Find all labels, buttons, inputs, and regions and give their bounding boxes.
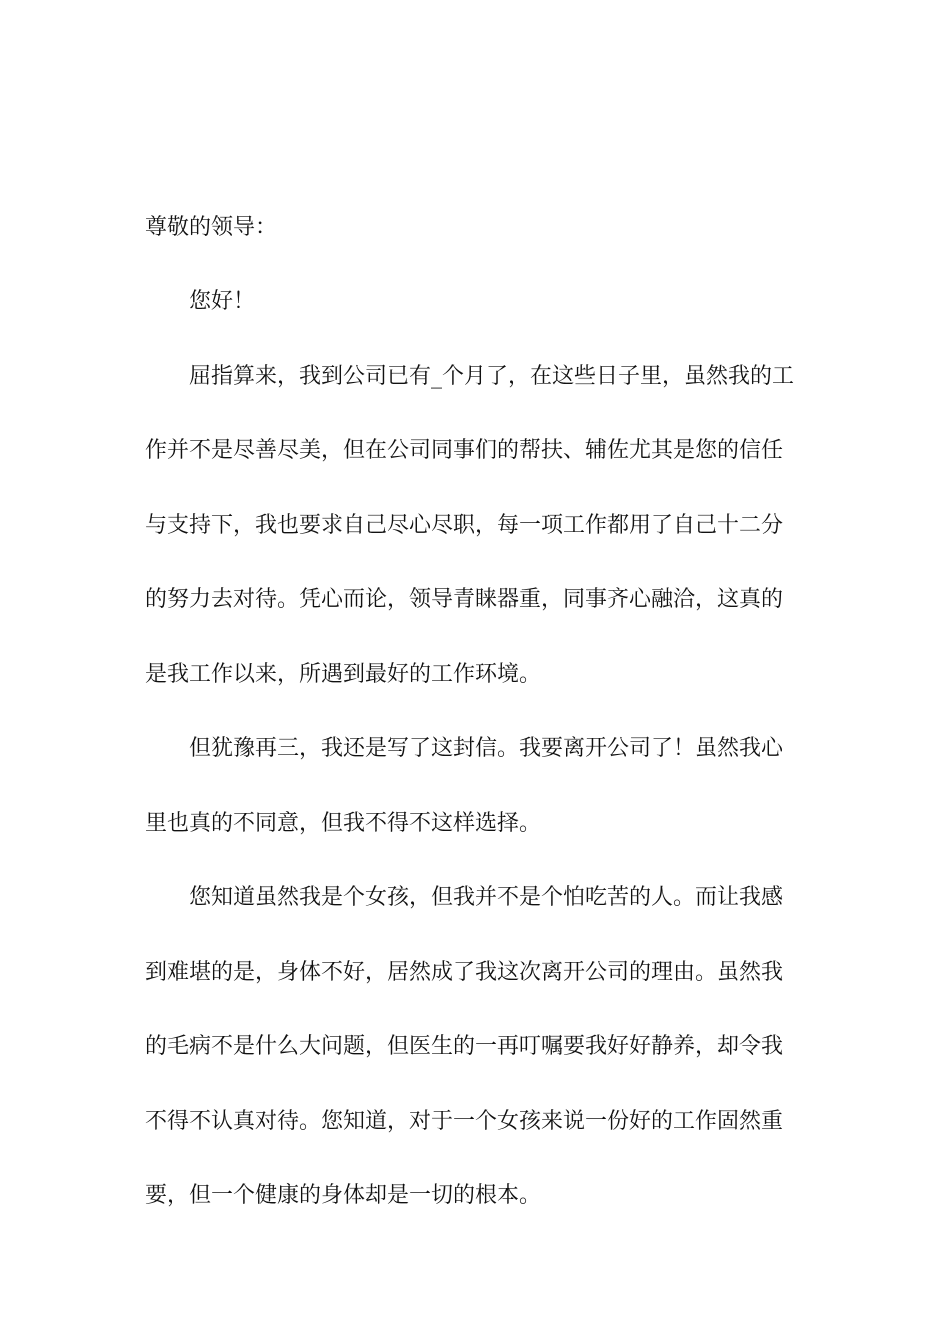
paragraph-line: 不得不认真对待。您知道，对于一个女孩来说一份好的工作固然重 [145, 1109, 784, 1134]
greeting: 您好！ [189, 289, 256, 314]
paragraph-line: 到难堪的是，身体不好，居然成了我这次离开公司的理由。虽然我 [145, 960, 784, 985]
paragraph-line: 要，但一个健康的身体却是一切的根本。 [145, 1183, 542, 1208]
paragraph-line: 作并不是尽善尽美，但在公司同事们的帮扶、辅佐尤其是您的信任 [145, 438, 784, 463]
salutation: 尊敬的领导： [145, 215, 278, 240]
paragraph-line: 的努力去对待。凭心而论，领导青睐器重，同事齐心融洽，这真的 [145, 587, 784, 612]
paragraph-line: 但犹豫再三，我还是写了这封信。我要离开公司了！虽然我心 [189, 736, 784, 761]
paragraph-line: 是我工作以来，所遇到最好的工作环境。 [145, 662, 542, 687]
paragraph-line: 的毛病不是什么大问题，但医生的一再叮嘱要我好好静养，却令我 [145, 1034, 784, 1059]
paragraph-line: 您知道虽然我是个女孩，但我并不是个怕吃苦的人。而让我感 [189, 885, 784, 910]
paragraph-line: 与支持下，我也要求自己尽心尽职，每一项工作都用了自己十二分 [145, 513, 784, 538]
paragraph-line: 里也真的不同意，但我不得不这样选择。 [145, 811, 542, 836]
paragraph-line: 屈指算来，我到公司已有_个月了，在这些日子里，虽然我的工 [189, 364, 795, 389]
